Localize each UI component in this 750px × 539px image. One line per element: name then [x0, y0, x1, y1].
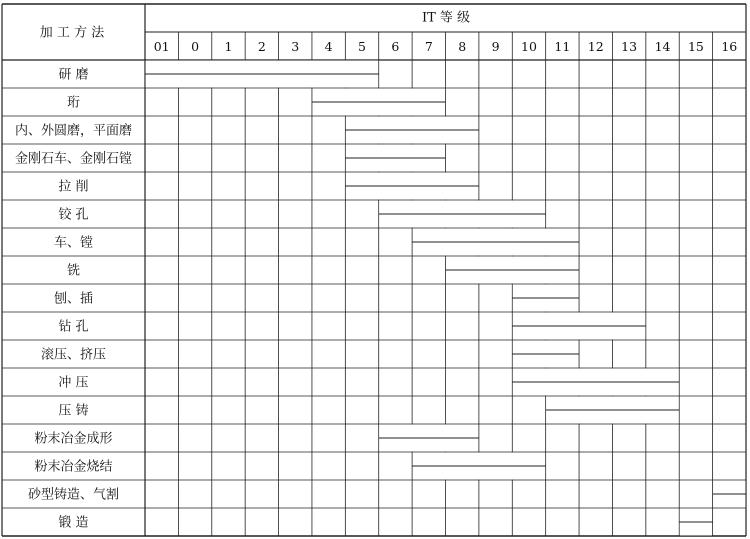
method-name: 钻 孔: [58, 319, 89, 335]
method-name: 珩: [66, 95, 81, 111]
method-name: 刨、插: [53, 291, 94, 307]
method-name: 粉末冶金烧结: [34, 459, 113, 475]
grade-label: 16: [721, 38, 738, 54]
method-name: 滚压、挤压: [40, 347, 107, 363]
grade-label: 9: [491, 38, 500, 54]
method-name: 粉末冶金成形: [34, 431, 113, 447]
grade-label: 14: [654, 38, 671, 54]
grade-label: 4: [324, 38, 333, 54]
grade-label: 5: [358, 38, 366, 54]
method-name: 压 铸: [58, 403, 89, 419]
method-name: 内、外圆磨，平面磨: [14, 123, 133, 139]
grade-label: 2: [257, 38, 266, 54]
method-name: 拉 削: [58, 179, 89, 195]
grade-label: 0: [191, 38, 200, 54]
method-name: 金刚石车、金刚石镗: [14, 151, 133, 167]
grade-label: 7: [424, 38, 433, 54]
method-name: 研 磨: [58, 67, 89, 83]
grade-label: 13: [621, 38, 638, 54]
grade-label: 10: [521, 38, 537, 54]
method-name: 铣: [66, 263, 81, 279]
grade-label: 01: [153, 38, 170, 54]
method-name: 砂型铸造、气割: [27, 487, 120, 503]
it-grade-header: IT 等 级: [421, 10, 471, 26]
method-name: 锻 造: [58, 515, 89, 531]
grade-label: 15: [687, 38, 704, 54]
method-name: 车、镗: [53, 235, 94, 251]
method-column-header: 加 工 方 法: [39, 25, 105, 41]
grade-label: 11: [554, 38, 571, 54]
method-name: 铰 孔: [58, 207, 89, 223]
grade-label: 8: [458, 38, 467, 54]
grade-label: 1: [224, 38, 233, 54]
grade-label: 6: [391, 38, 400, 54]
grade-label: 12: [587, 38, 604, 54]
grade-label: 3: [291, 38, 300, 54]
method-name: 冲 压: [58, 375, 89, 391]
